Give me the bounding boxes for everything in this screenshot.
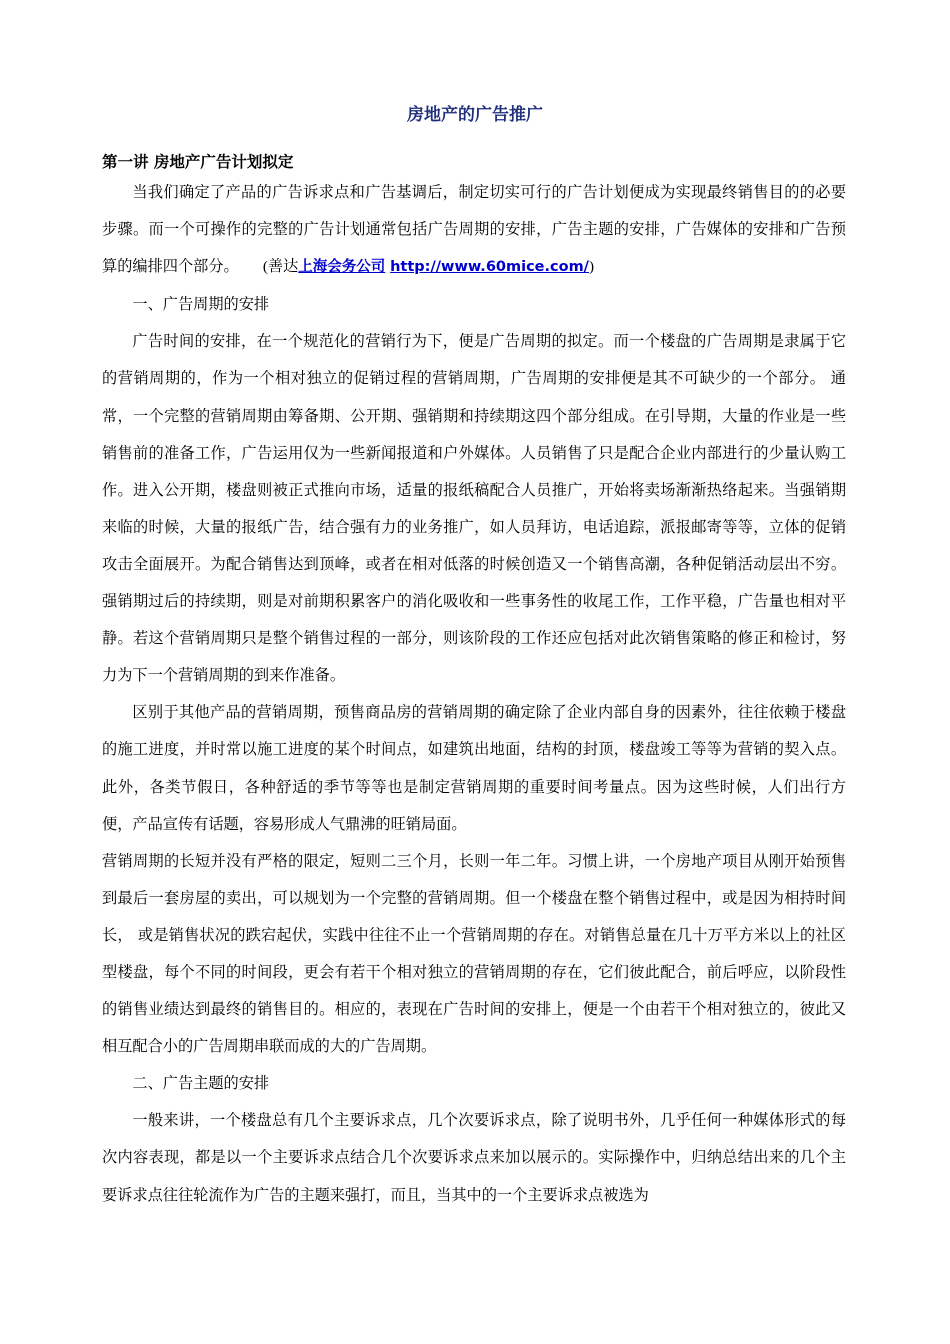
section2-heading: 二、广告主题的安排: [132, 1074, 270, 1093]
section1-paragraph-2: 区别于其他产品的营销周期，预售商品房的营销周期的确定除了企业内部自身的因素外，往往依赖于楼盘的施工进度，并时常以施工进度的某个时间点，如建筑出地面，结构的封顶，楼盘竣工等等为营销的契入点。此外，各类节假日，各种舒适的季节等等也是制定营销周期的重要时间考量点。因为这些时候，人们出行方便，产品宣传有话题，容易形成人气鼎沸的旺销局面。: [102, 703, 846, 833]
company-link[interactable]: 上海会务公司: [298, 259, 386, 276]
section2-paragraph-1: 一般来讲，一个楼盘总有几个主要诉求点，几个次要诉求点，除了说明书外，几乎任何一种媒体形式的每次内容表现，都是以一个主要诉求点结合几个次要诉求点来加以展示的。实际操作中，归纳总结出来的几个主要诉求点往往轮流作为广告的主题来强打，而且，当其中的一个主要诉求点被选为: [102, 1111, 846, 1204]
document-body: [102, 174, 846, 1214]
intro-text: 当我们确定了产品的广告诉求点和广告基调后，制定切实可行的广告计划便成为实现最终销售目的的必要步骤。而一个可操作的完整的广告计划通常包括广告周期的安排，广告主题的安排，广告媒体的安排和广告预算的编排四个部分。: [102, 183, 846, 276]
section1-paragraph-3: 营销周期的长短并没有严格的限定，短则二三个月，长则一年二年。习惯上讲，一个房地产项目从刚开始预售到最后一套房屋的卖出，可以规划为一个完整的营销周期。但一个楼盘在整个销售过程中，或是因为相持时间长， 或是销售状况的跌宕起伏，实践中往往不止一个营销周期的存在。对销售总量在几十万平方米以上的社区型楼盘，每个不同的时间段，更会有若干个相对独立的营销周期的存在，它们彼此配合，前后呼应，以阶段性的销售业绩达到最终的销售目的。相应的，表现在广告时间的安排上，便是一个由若干个相对独立的，彼此又相互配合小的广告周期串联而成的大的广告周期。: [102, 851, 846, 1056]
section1-heading: 一、广告周期的安排: [132, 295, 270, 314]
lecture-heading: 第一讲 房地产广告计划拟定: [102, 153, 294, 171]
source-close: ): [588, 258, 595, 276]
source-open: (善达: [262, 258, 299, 276]
website-link[interactable]: http://www.60mice.com/: [390, 259, 589, 276]
intro-paragraph: [102, 174, 846, 286]
page-title: 房地产的广告推广: [407, 105, 543, 125]
section1-paragraph-1: 广告时间的安排，在一个规范化的营销行为下，便是广告周期的拟定。而一个楼盘的广告周期是隶属于它的营销周期的，作为一个相对独立的促销过程的营销周期，广告周期的安排便是其不可缺少的一个部分。 通常，一个完整的营销周期由筹备期、公开期、强销期和持续期这四个部分组成。在引导期，大量的作业是一些销售前的准备工作，广告运用仅为一些新闻报道和户外媒体。人员销售了只是配合企业内部进行的少量认购工作。进入公开期，楼盘则被正式推向市场，适量的报纸稿配合人员推广，开始将卖场渐渐热络起来。当强销期来临的时候，大量的报纸广告，结合强有力的业务推广，如人员拜访，电话追踪，派报邮寄等等，立体的促销攻击全面展开。为配合销售达到顶峰，或者在相对低落的时候创造又一个销售高潮，各种促销活动层出不穷。强销期过后的持续期，则是对前期积累客户的消化吸收和一些事务性的收尾工作，工作平稳，广告量也相对平静。若这个营销周期只是整个销售过程的一部分，则该阶段的工作还应包括对此次销售策略的修正和检讨，努力为下一个营销周期的到来作准备。: [102, 332, 846, 685]
